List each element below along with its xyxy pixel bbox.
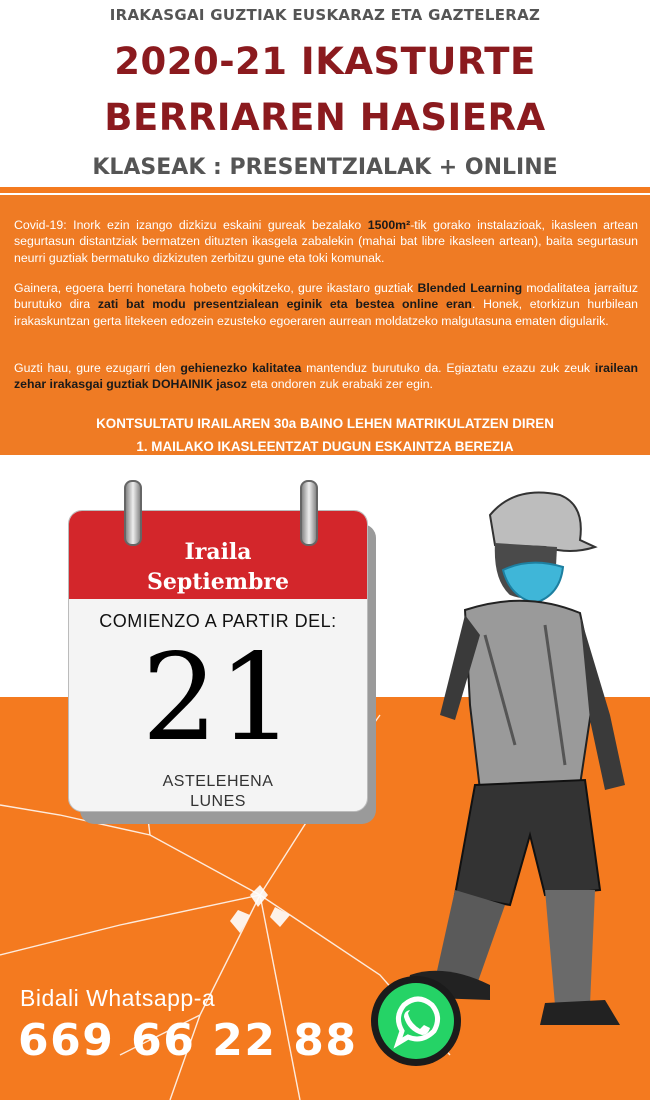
notice-line2: 1. MAILAKO IKASLEENTZAT DUGUN ESKAINTZA BEREZIA <box>136 439 514 454</box>
poster-artwork <box>0 455 650 1100</box>
weekday-spanish: LUNES <box>190 793 246 810</box>
calendar-header <box>69 511 367 599</box>
paragraph-blended: Gainera, egoera berri honetara hobeto egokitzeko, gure ikastaro guztiak Blended Learning modalitatea jarraituz burutuko dira zati bat modu presentzialean eginik eta bestea online eran. Honek, etorkizun hurbilean irakaskuntzan gerta litekeen edozein ezusteko egoeraren aurrean moldatzeko malgutasuna ematen digularik. <box>14 281 639 328</box>
calendar-day-number: 21 <box>141 629 295 768</box>
paragraph-covid: Covid-19: Inork ezin izango dizkizu eskaini gureak bezalako 1500m²-tik gorako instalazioak, ikasleen artean segurtasun distantziak bermatzen dituzten ikasgela zabalekin (mahai bat libre ikasleen artean), baita segurtasun neurri guztiak bermatuko dizkizuten zerbitzu gune eta toki komunak. <box>14 218 639 265</box>
month-spanish: Septiembre <box>146 569 290 595</box>
calendar-page <box>68 510 368 812</box>
page-title-line1: 2020-21 IKASTURTE <box>114 40 536 83</box>
month-basque: Iraila <box>184 539 252 565</box>
info-panel <box>0 187 650 455</box>
paragraph-quality: Guzti hau, gure ezugarri den gehienezko kalitatea mantenduz burutuko da. Egiaztatu ezazu zuk zeuk irailean zehar irakasgai guztiak DOHAINIK jasoz eta ondoren zuk erabaki zer egin. <box>14 361 638 392</box>
weekday-basque: ASTELEHENA <box>162 773 274 790</box>
notice-line1: KONTSULTATU IRAILAREN 30a BAINO LEHEN MATRIKULATZEN DIREN <box>96 416 554 431</box>
page-title-line2: BERRIAREN HASIERA <box>104 96 546 139</box>
student-silhouette-illustration <box>395 485 635 1045</box>
binder-ring-left-icon <box>124 480 142 546</box>
phone-number[interactable]: 669 66 22 88 <box>18 1015 358 1066</box>
calendar <box>68 510 376 830</box>
whatsapp-label: Bidali Whatsapp-a <box>20 985 216 1011</box>
subtitle: KLASEAK : PRESENTZIALAK + ONLINE <box>92 155 558 180</box>
top-line: IRAKASGAI GUZTIAK EUSKARAZ ETA GAZTELERAZ <box>109 6 541 24</box>
whatsapp-icon[interactable] <box>368 973 464 1069</box>
calendar-start-label: COMIENZO A PARTIR DEL: <box>99 611 337 631</box>
binder-ring-right-icon <box>300 480 318 546</box>
